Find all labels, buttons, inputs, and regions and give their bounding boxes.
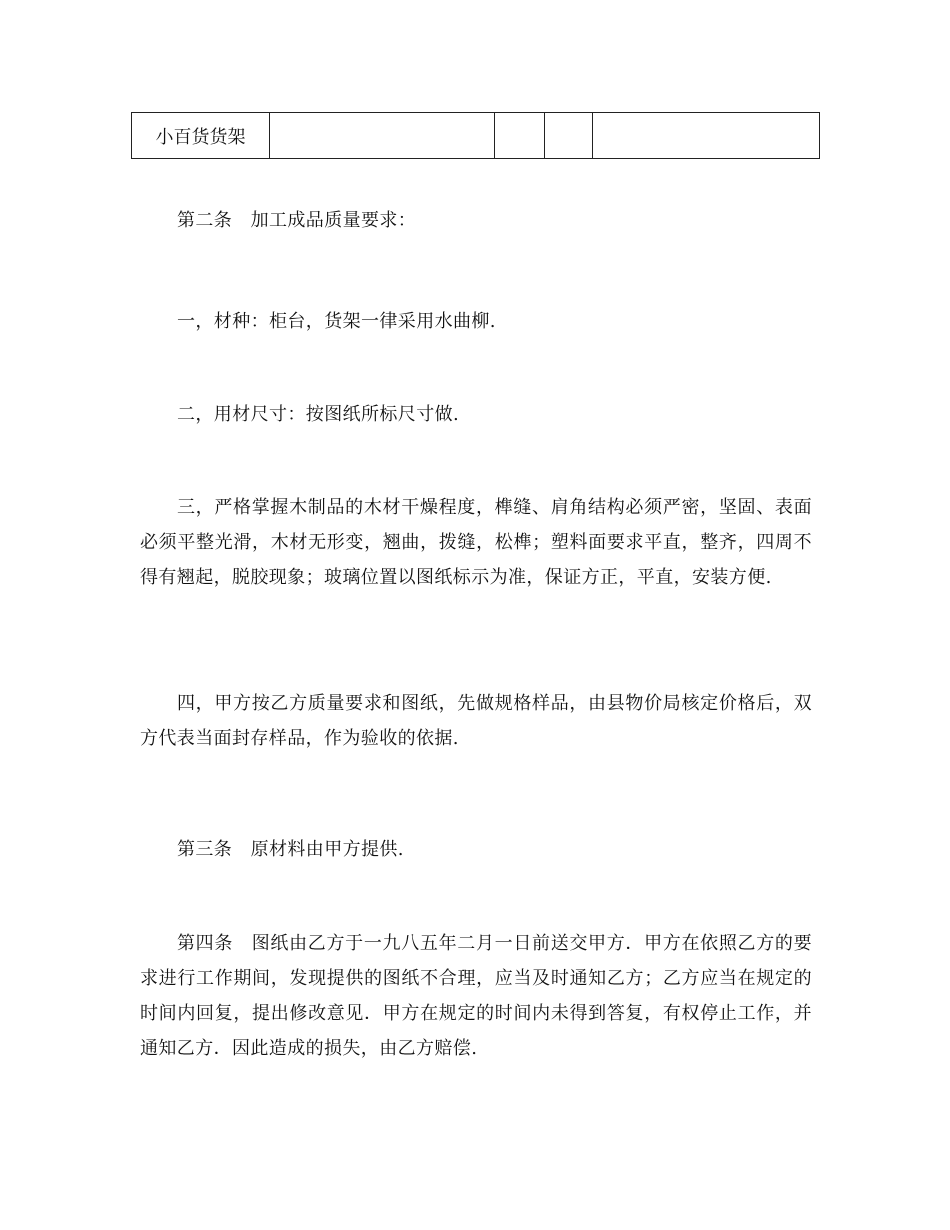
clause-2-dimensions: 二，用材尺寸：按图纸所标尺寸做. <box>177 404 460 425</box>
table-cell <box>545 113 593 159</box>
article-4: 第四条 图纸由乙方于一九八五年二月一日前送交甲方．甲方在依照乙方的要求进行工作期间，发现提供的图纸不合理，应当及时通知乙方；乙方应当在规定的时间内回复，提出修改意见．甲方在规定的时间内未得到答复，有权停止工作，并通知乙方．因此造成的损失，由乙方赔偿. <box>140 933 812 1059</box>
article-3: 第三条 原材料由甲方提供. <box>177 839 404 860</box>
goods-table <box>131 112 820 159</box>
table-cell-item-name: 小百货货架 <box>132 113 270 159</box>
article-2-heading: 第二条 加工成品质量要求： <box>177 210 417 231</box>
table-cell <box>270 113 495 159</box>
table-cell <box>593 113 820 159</box>
clause-4-samples: 四，甲方按乙方质量要求和图纸，先做规格样品，由县物价局核定价格后，双方代表当面封存样品，作为验收的依据. <box>140 693 812 749</box>
table-row <box>132 113 820 159</box>
table-cell <box>495 113 545 159</box>
clause-3-craftsmanship: 三，严格掌握木制品的木材干燥程度，榫缝、肩角结构必须严密，坚固、表面必须平整光滑，木材无形变，翘曲，拨缝，松榫；塑料面要求平直，整齐，四周不得有翘起，脱胶现象；玻璃位置以图纸标示为准，保证方正，平直，安装方便. <box>140 497 812 588</box>
clause-1-material: 一，材种：柜台，货架一律采用水曲柳. <box>177 311 496 332</box>
